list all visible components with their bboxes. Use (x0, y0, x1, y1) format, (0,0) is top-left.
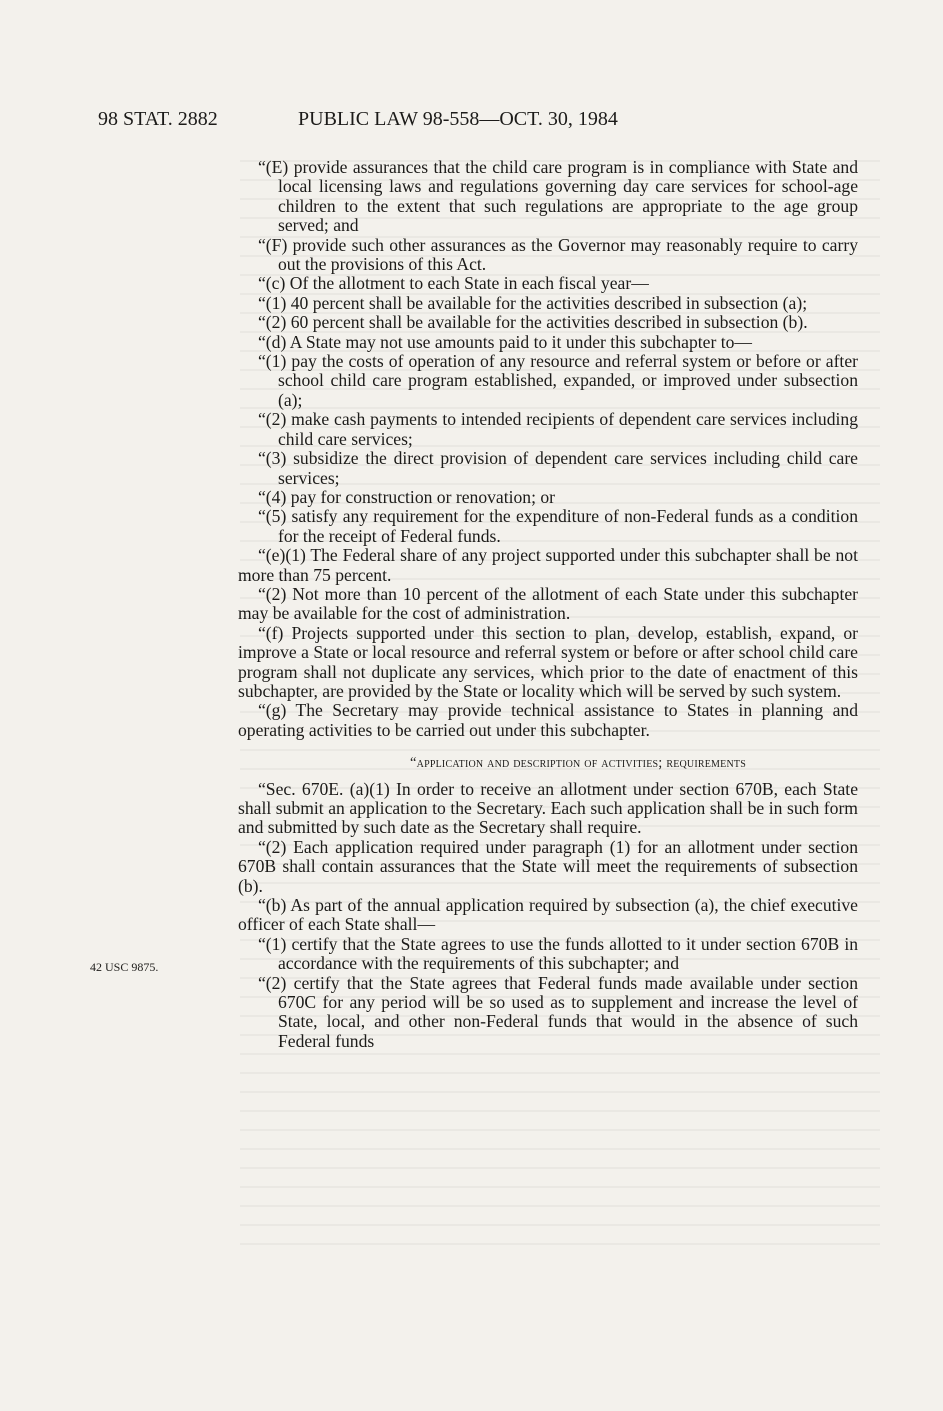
subsection-g: “(g) The Secretary may provide technical assistance to States in planning and operating activities to be carried out under this subchapter. (238, 700, 858, 740)
page-citation: 98 STAT. 2882 (98, 108, 218, 130)
subsection-d-5: “(5) satisfy any requirement for the expenditure of non-Federal funds as a condition for the receipt of Federal funds. (258, 506, 858, 546)
running-head (98, 108, 858, 138)
section-670e-b-1: “(1) certify that the State agrees to use the funds allotted to it under section 670B in accordance with the requirements of this subchapter; and (258, 933, 858, 974)
section-heading: “application and description of activities; requirements (410, 755, 746, 772)
subsection-e-1: “(e)(1) The Federal share of any project supported under this subchapter shall be not more than 75 percent. (238, 545, 858, 585)
subsection-d-4: “(4) pay for construction or renovation; or (258, 486, 556, 507)
margin-citation: 42 USC 9875. (90, 960, 159, 974)
subsection-d: “(d) A State may not use amounts paid to it under this subchapter to— (258, 331, 753, 352)
paragraph-f: “(F) provide such other assurances as the Governor may reasonably require to carry out the provisions of this Act. (258, 234, 858, 275)
section-670e-a-1: “Sec. 670E. (a)(1) In order to receive an allotment under section 670B, each State shall submit an application to the Secretary. Each such application shall be in such form and submitted by such date as the Secretary shall require. (238, 778, 858, 838)
subsection-c-1: “(1) 40 percent shall be available for the activities described in subsection (a); (258, 292, 808, 313)
section-670e-a-2: “(2) Each application required under paragraph (1) for an allotment under section 670B shall contain assurances that the State will meet the requirements of subsection (b). (238, 836, 858, 896)
section-670e-b: “(b) As part of the annual application required by subsection (a), the chief executive officer of each State shall— (238, 895, 858, 935)
subsection-e-2: “(2) Not more than 10 percent of the allotment of each State under this subchapter may be available for the cost of administration. (238, 583, 858, 624)
subsection-c: “(c) Of the allotment to each State in each fiscal year— (258, 273, 649, 294)
law-title: PUBLIC LAW 98-558—OCT. 30, 1984 (298, 108, 618, 130)
subsection-d-3: “(3) subsidize the direct provision of dependent care services including child care services; (258, 448, 858, 488)
subsection-c-2: “(2) 60 percent shall be available for the activities described in subsection (b). (258, 312, 808, 333)
statute-body (238, 158, 858, 1051)
subsection-d-1: “(1) pay the costs of operation of any resource and referral system or before or after school child care program established, expanded, or improved under subsection (a); (258, 351, 858, 410)
section-670e-b-2: “(2) certify that the State agrees that Federal funds made available under section 670C for any period will be so used as to supplement and increase the level of State, local, and other non-Federal funds that would in the absence of such Federal funds (258, 972, 858, 1051)
subsection-f: “(f) Projects supported under this section to plan, develop, establish, expand, or improve a State or local resource and referral system or before or after school child care program shall not duplicate any services, which prior to the date of enactment of this subchapter, are provided by the State or locality which will be served by such system. (238, 622, 858, 701)
subsection-d-2: “(2) make cash payments to intended recipients of dependent care services including child care services; (258, 409, 858, 449)
paragraph-e: “(E) provide assurances that the child care program is in compliance with State and local licensing laws and regulations governing day care services for school-age children to the extent that such regulations are appropriate to the age group served; and (258, 157, 858, 236)
